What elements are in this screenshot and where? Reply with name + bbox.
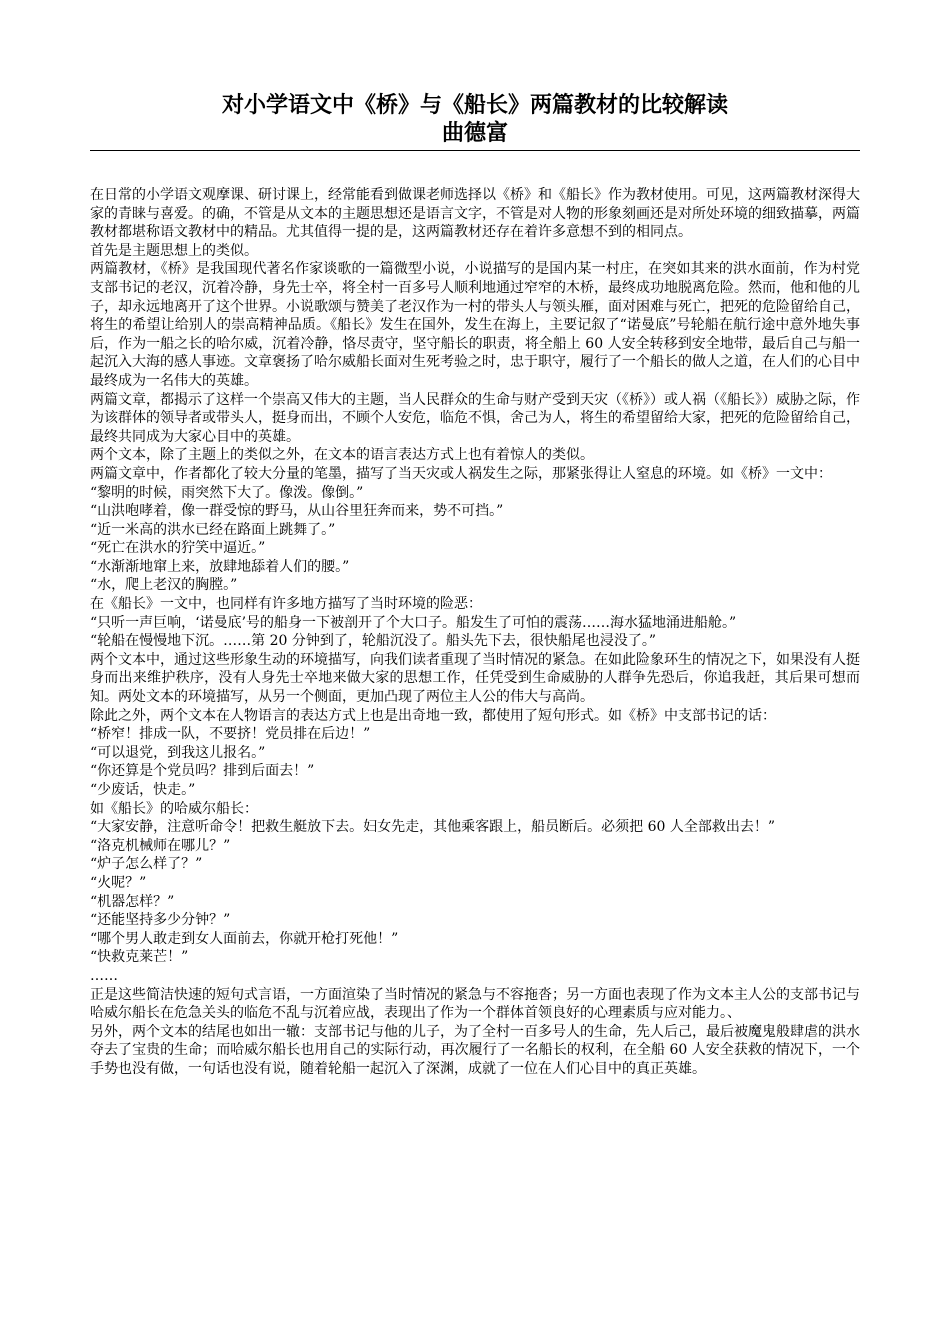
body-paragraph: …… <box>90 967 118 984</box>
body-paragraph: “你还算是个党员吗？排到后面去！” <box>90 763 315 780</box>
body-paragraph: 除此之外，两个文本在人物语言的表达方式上也是出奇地一致，都使用了短句形式。如《桥》中支部书记的话： <box>90 707 776 724</box>
body-paragraph: “炉子怎么样了？” <box>90 856 203 873</box>
body-paragraph: 另外，两个文本的结尾也如出一辙：支部书记与他的儿子，为了全村一百多号人的生命，先人后己，最后被魔鬼般肆虐的洪水夺去了宝贵的生命；而哈威尔船长也用自己的实际行动，再次履行了一名船长的权利，在全船 60 人安全获救的情况下，一个手势也没有做，一句话也没有说，随着轮船一起沉入了深渊，成就了一位在人们心目中的真正英雄。 <box>90 1023 860 1077</box>
body-paragraph: 两个文本，除了主题上的类似之外，在文本的语言表达方式上也有着惊人的类似。 <box>90 447 594 464</box>
body-paragraph: “哪个男人敢走到女人面前去，你就开枪打死他！” <box>90 930 399 947</box>
body-paragraph: 首先是主题思想上的类似。 <box>90 242 258 259</box>
body-paragraph: “死亡在洪水的狞笑中逼近。” <box>90 540 266 557</box>
body-paragraph: 两个文本中，通过这些形象生动的环境描写，向我们读者重现了当时情况的紧急。在如此险象环生的情况之下，如果没有人挺身而出来维护秩序，没有人身先士卒地来做大家的思想工作，任凭受到生命威胁的人群争先恐后，你追我赶，其后果可想而知。两处文本的环境描写，从另一个侧面，更加凸现了两位主人公的伟大与高尚。 <box>90 651 860 706</box>
body-paragraph: 两篇文章中，作者都化了较大分量的笔墨，描写了当天灾或人祸发生之际，那紧张得让人窒息的环境。如《桥》一文中： <box>90 465 832 482</box>
body-paragraph: 正是这些简洁快速的短句式言语，一方面渲染了当时情况的紧急与不容拖沓；另一方面也表现了作为文本主人公的支部书记与哈威尔船长在危急关头的临危不乱与沉着应战，表现出了作为一个群体首领良好的心理素质与应对能力。、 <box>90 986 860 1022</box>
body-paragraph: “少废话，快走。” <box>90 782 196 798</box>
body-paragraph: “可以退党，到我这儿报名。” <box>90 744 266 761</box>
body-paragraph: “轮船在慢慢地下沉。……第 20 分钟到了，轮船沉没了。船头先下去，很快船尾也浸没了。” <box>90 633 657 650</box>
body-paragraph: “山洪咆哮着，像一群受惊的野马，从山谷里狂奔而来，势不可挡。” <box>90 503 504 520</box>
header-divider <box>90 150 860 151</box>
body-paragraph: “还能坚持多少分钟？” <box>90 912 231 929</box>
body-paragraph: “火呢？” <box>90 874 147 891</box>
body-paragraph: “桥窄！排成一队，不要挤！党员排在后边！” <box>90 726 371 743</box>
document-author: 曲德富 <box>441 121 508 146</box>
body-paragraph: 两篇文章，都揭示了这样一个崇高又伟大的主题，当人民群众的生命与财产受到天灾（《桥》）或人祸（《船长》）威胁之际，作为该群体的领导者或带头人，挺身而出，不顾个人安危，临危不惧，舍己为人，将生的希望留给大家，把死的危险留给自己，最终共同成为大家心目中的英雄。 <box>90 391 860 445</box>
body-paragraph: 如《船长》的哈威尔船长： <box>90 800 258 817</box>
body-paragraph: “机器怎样？” <box>90 893 175 910</box>
document-title: 对小学语文中《桥》与《船长》两篇教材的比较解读 <box>221 93 728 118</box>
body-paragraph: “快救克莱芒！” <box>90 949 189 966</box>
body-paragraph: “洛克机械师在哪儿？” <box>90 837 231 854</box>
body-paragraph: “水渐渐地窜上来，放肆地舔着人们的腰。” <box>90 558 350 575</box>
body-paragraph: 两篇教材，《桥》是我国现代著名作家谈歌的一篇微型小说，小说描写的是国内某一村庄，在突如其来的洪水面前，作为村党支部书记的老汉，沉着冷静，身先士卒，将全村一百多号人顺利地通过窄窄的木桥，最终成功地脱离危险。然而，他和他的儿子，却永远地离开了这个世界。小说歌颂与赞美了老汉作为一村的带头人与领头雁，面对困难与死亡，把死的危险留给自己，将生的希望让给别人的崇高精神品质。《船长》发生在国外，发生在海上，主要记叙了“诺曼底”号轮船在航行途中意外地失事后，作为一船之长的哈尔威，沉着冷静，恪尽责守，坚守船长的职责，将全船上 60 人安全转移到安全地带，最后自己与船一起沉入大海的感人事迹。文章褒扬了哈尔威船长面对生死考验之时，忠于职守，履行了一个船长的做人之道，在人们的心目中最终成为一名伟大的英雄。 <box>90 261 860 389</box>
document-header <box>90 92 860 148</box>
body-paragraph: 在日常的小学语文观摩课、研讨课上，经常能看到做课老师选择以《桥》和《船长》作为教材使用。可见，这两篇教材深得大家的青睐与喜爱。的确，不管是从文本的主题思想还是语言文字，不管是对人物的形象刻画还是对所处环境的细致描摹，两篇教材都堪称语文教材中的精品。尤其值得一提的是，这两篇教材还存在着许多意想不到的相同点。 <box>90 187 860 241</box>
body-paragraph: “只听一声巨响，‘诺曼底’号的船身一下被剖开了个大口子。船发生了可怕的震荡……海水猛地涌进船舱。” <box>90 614 737 631</box>
article-body <box>90 186 860 1079</box>
body-paragraph: 在《船长》一文中，也同样有许多地方描写了当时环境的险恶： <box>90 596 482 613</box>
body-paragraph: “近一米高的洪水已经在路面上跳舞了。” <box>90 521 336 538</box>
body-paragraph: “黎明的时候，雨突然下大了。像泼。像倒。” <box>90 484 364 501</box>
body-paragraph: “水，爬上老汉的胸膛。” <box>90 577 238 594</box>
body-paragraph: “大家安静，注意听命令！把救生艇放下去。妇女先走，其他乘客跟上，船员断后。必须把 60 人全部救出去！” <box>90 819 776 836</box>
